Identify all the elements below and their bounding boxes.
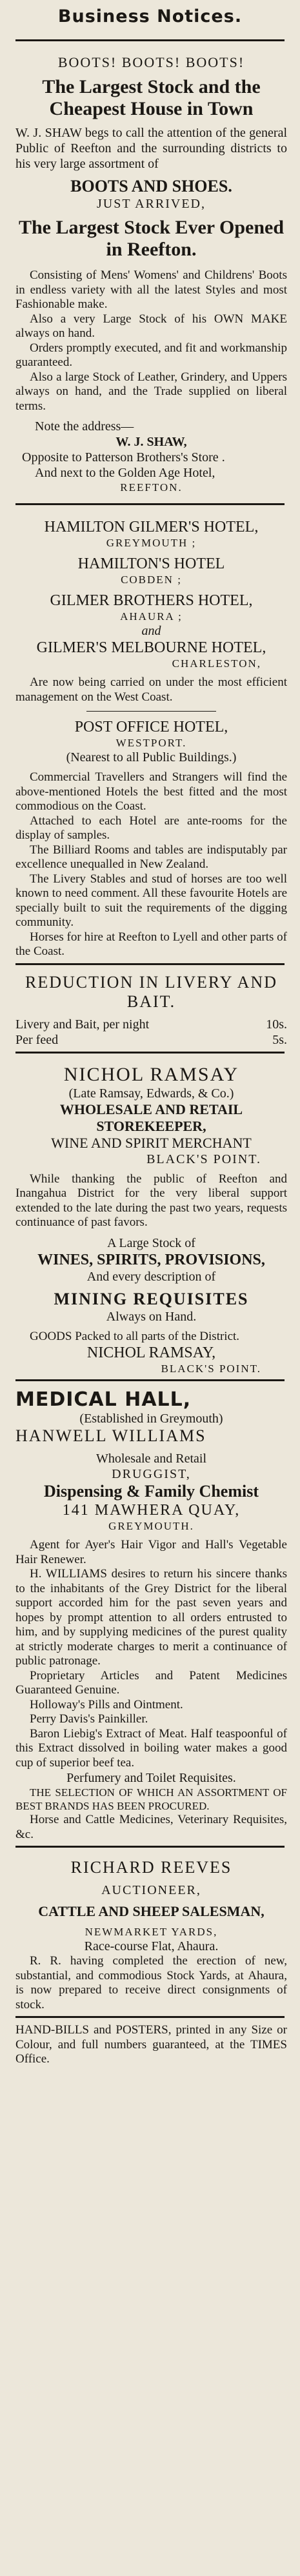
medical-hall-title: MEDICAL HALL, <box>15 1388 192 1411</box>
post-office-nearest: (Nearest to all Public Buildings.) <box>66 750 237 764</box>
medical-hall-advertisement <box>0 1386 300 1842</box>
ramsay-wines: WINES, SPIRITS, PROVISIONS, <box>37 1251 265 1268</box>
hotel-line-3-place: AHAURA ; <box>120 610 183 623</box>
medical-agent: Agent for Ayer's Hair Vigor and Hall's Vegetable Hair Renewer. <box>15 1538 287 1566</box>
hotel-line-2: HAMILTON'S HOTEL <box>77 555 225 572</box>
divider <box>86 711 216 712</box>
livery-advertisement <box>0 970 300 1048</box>
medical-line-7: Horse and Cattle Medicines, Veterinary Requisites, &c. <box>15 1813 287 1841</box>
ramsay-goods: GOODS Packed to all parts of the District. <box>30 1329 240 1343</box>
medical-name: HANWELL WILLIAMS <box>15 1426 206 1445</box>
post-office-paragraph-1: Commercial Travellers and Strangers will find the above-mentioned Hotels the best fitted and the most commodious on the Coast. <box>15 770 287 813</box>
ramsay-title: NICHOL RAMSAY <box>63 1063 239 1085</box>
boots-banner: BOOTS! BOOTS! BOOTS! <box>57 54 245 70</box>
shaw-signature: W. J. SHAW, <box>115 435 187 449</box>
medical-line-5: Perfumery and Toilet Requisites. <box>66 1771 236 1785</box>
hotel-line-4: GILMER'S MELBOURNE HOTEL, <box>36 639 266 656</box>
handbills-advertisement <box>0 2023 300 2067</box>
reeves-role-2: CATTLE AND SHEEP SALESMAN, <box>38 1903 265 1919</box>
shaw-paragraph-2: Also a very Large Stock of his OWN MAKE always on hand. <box>15 312 287 340</box>
livery-row-1-label: Livery and Bait, per night <box>15 1017 150 1032</box>
boots-shoes-heading: BOOTS AND SHOES. <box>70 177 232 195</box>
medical-line-3: Perry Davis's Painkiller. <box>30 1712 148 1726</box>
largest-stock-heading: The Largest Stock Ever Opened in Reefton. <box>18 217 285 260</box>
handbills-paragraph: HAND-BILLS and POSTERS, printed in any Size or Colour, and full numbers guaranteed, at the TIMES Office. <box>15 2023 287 2066</box>
ramsay-line-2: WINE AND SPIRIT MERCHANT <box>51 1134 252 1151</box>
medical-druggist: DRUGGIST, <box>112 1467 191 1481</box>
reeves-place: Race-course Flat, Ahaura. <box>84 1939 219 1953</box>
hotel-line-1: HAMILTON GILMER'S HOTEL, <box>44 519 259 535</box>
livery-row-2-label: Per feed <box>15 1032 59 1047</box>
livery-title: REDUCTION IN LIVERY AND BAIT. <box>25 972 277 1011</box>
shaw-intro: W. J. SHAW begs to call the attention of the general Public of Reefton and the surrounding districts to his very large assortment of <box>15 126 287 171</box>
hotel-and: and <box>141 624 161 638</box>
medical-line-6: THE SELECTION OF WHICH AN ASSORTMENT OF BEST BRANDS HAS BEEN PROCURED. <box>15 1786 287 1812</box>
medical-line-1: Proprietary Articles and Patent Medicines Guaranteed Genuine. <box>15 1668 287 1697</box>
reeves-paragraph-1: R. R. having completed the erection of new, substantial, and commodious Stock Yards, at Ahaura, is now prepared to receive direct consignments of stock. <box>15 1954 287 2012</box>
medical-dispensing: Dispensing & Family Chemist <box>44 1482 259 1501</box>
shaw-opposite: Opposite to Patterson Brothers's Store . <box>22 450 225 464</box>
ramsay-always: Always on Hand. <box>106 1309 197 1324</box>
ramsay-line-3: BLACK'S POINT. <box>146 1152 261 1166</box>
hotels-body: Are now being carried on under the most efficient management on the West Coast. <box>15 675 287 704</box>
hotel-line-1-place: GREYMOUTH ; <box>106 537 197 549</box>
hotels-advertisement <box>0 510 300 959</box>
medical-paragraph-1: H. WILLIAMS desires to return his sincere thanks to the inhabitants of the Grey District for the liberal support accorded him for the past seven years and hopes by prompt attention to all orders entrusted to him, and by supplying medicines of the purest quality at strictly moderate charges to merit a continuance of public patronage. <box>15 1567 287 1668</box>
divider <box>15 39 285 41</box>
ramsay-late: (Late Ramsay, Edwards, & Co.) <box>68 1086 234 1101</box>
post-office-paragraph-5: Horses for hire at Reefton to Lyell and other parts of the Coast. <box>15 930 287 958</box>
medical-town: GREYMOUTH. <box>108 1520 194 1532</box>
shaw-paragraph-3: Orders promptly executed, and fit and workmanship guaranteed. <box>15 341 287 369</box>
divider <box>15 2016 285 2018</box>
reeves-role: AUCTIONEER, <box>101 1883 201 1897</box>
ramsay-signature: NICHOL RAMSAY, <box>86 1344 216 1361</box>
ramsay-paragraph-1: While thanking the public of Reefton and Inangahua District for the very liberal support extended to the late during the past two years, requests continuance of past favors. <box>15 1172 287 1229</box>
shaw-paragraph-1: Consisting of Mens' Womens' and Childrens' Boots in endless variety with all the latest Styles and most Fashionable make. <box>15 268 287 311</box>
just-arrived: JUST ARRIVED, <box>97 197 206 211</box>
livery-row-1-value: 10s. <box>266 1017 287 1032</box>
divider <box>15 503 285 505</box>
divider <box>15 1052 285 1053</box>
medical-wholesale: Wholesale and Retail <box>95 1452 207 1466</box>
shaw-next-to: And next to the Golden Age Hotel, <box>35 466 215 480</box>
shaw-advertisement <box>0 46 300 494</box>
ramsay-line-1: WHOLESALE AND RETAIL STOREKEEPER, <box>59 1101 243 1134</box>
post-office-place: WESTPORT. <box>115 737 187 749</box>
livery-row-1 <box>15 1017 287 1032</box>
note-address: Note the address— <box>35 419 134 434</box>
hotel-line-4-place: CHARLESTON, <box>172 657 261 670</box>
ramsay-every: And every description of <box>86 1269 216 1284</box>
medical-established: (Established in Greymouth) <box>79 1412 223 1426</box>
ramsay-mining: MINING REQUISITES <box>54 1289 249 1308</box>
medical-line-2: Holloway's Pills and Ointment. <box>30 1697 183 1712</box>
shaw-headline: The Largest Stock and the Cheapest House in Town <box>42 76 261 119</box>
reeves-yards: NEWMARKET YARDS, <box>85 1926 218 1938</box>
livery-row-2-value: 5s. <box>272 1032 287 1047</box>
medical-address: 141 MAWHERA QUAY, <box>62 1502 241 1519</box>
divider <box>15 963 285 965</box>
shaw-paragraph-4: Also a large Stock of Leather, Grindery, and Uppers always on hand, and the Trade supplied on liberal terms. <box>15 370 287 413</box>
reeves-advertisement <box>0 1853 300 2012</box>
medical-line-4: Baron Liebig's Extract of Meat. Half teaspoonful of this Extract dissolved in boiling water makes a good cup of superior beef tea. <box>15 1726 287 1770</box>
post-office-paragraph-2: Attached to each Hotel are ante-rooms for the display of samples. <box>15 814 287 842</box>
ramsay-signature-place: BLACK'S POINT. <box>161 1363 261 1375</box>
ramsay-stock: A Large Stock of <box>107 1235 195 1250</box>
post-office-paragraph-4: The Livery Stables and stud of horses are too well known to need comment. All these favourite Hotels are specially built to suit the requirements of the digging community. <box>15 872 287 929</box>
page-title: Business Notices. <box>57 6 243 26</box>
reeves-title: RICHARD REEVES <box>70 1858 232 1877</box>
post-office-title: POST OFFICE HOTEL, <box>74 719 228 735</box>
ramsay-advertisement <box>0 1059 300 1376</box>
divider <box>15 1846 285 1848</box>
post-office-paragraph-3: The Billiard Rooms and tables are indisputably par excellence unequalled in New Zealand. <box>15 843 287 871</box>
hotel-line-2-place: COBDEN ; <box>121 574 182 586</box>
divider <box>15 1379 285 1381</box>
shaw-town: REEFTON. <box>120 481 183 494</box>
livery-row-2 <box>15 1032 287 1048</box>
hotel-line-3: GILMER BROTHERS HOTEL, <box>50 592 253 609</box>
